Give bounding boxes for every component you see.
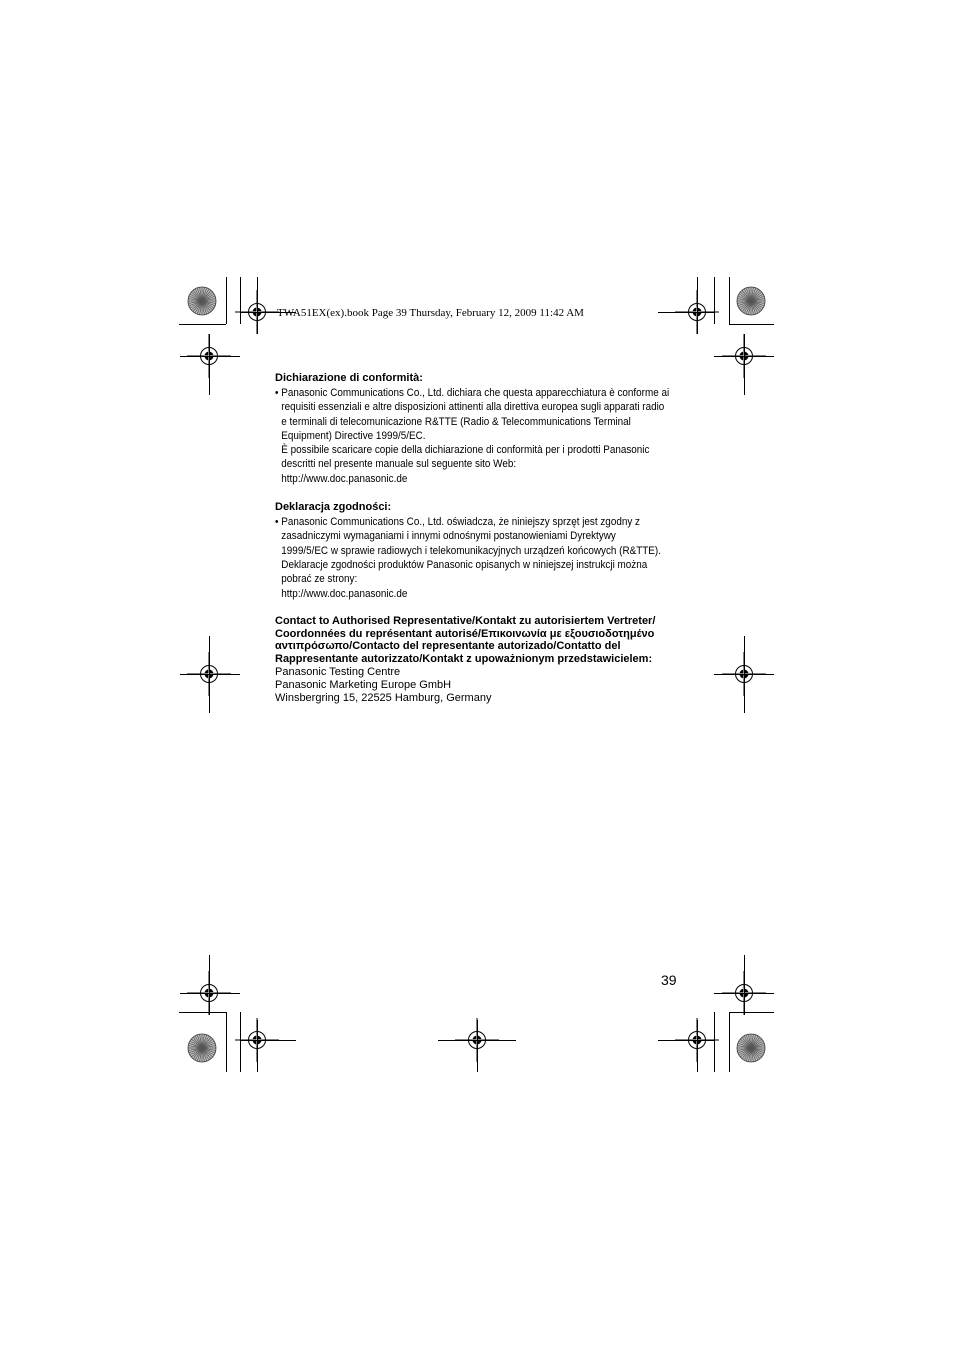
crop-line (209, 334, 210, 395)
starburst-icon (736, 1033, 766, 1063)
contact-heading-line: Coordonnées du représentant autorisé/Επικοινωνία με εξουσιοδοτημένο (275, 627, 655, 640)
crop-line (729, 324, 774, 325)
crop-line (180, 356, 240, 357)
italian-line: e terminali di telecomunicazione R&TTE (Radio & Telecommunications Terminal (281, 415, 631, 428)
contact-heading (275, 615, 685, 666)
crop-line (257, 277, 258, 334)
starburst-icon (187, 1033, 217, 1063)
italian-line: È possibile scaricare copie della dichiarazione di conformità per i prodotti Panasonic (281, 444, 650, 457)
crop-line (729, 1012, 730, 1072)
crop-line (729, 277, 730, 324)
crop-line (209, 955, 210, 1015)
crop-line (658, 1040, 714, 1041)
crop-line (744, 955, 745, 1015)
italian-heading: Dichiarazione di conformità: (275, 372, 423, 384)
crop-line (240, 1040, 296, 1041)
crop-line (729, 1012, 774, 1013)
crop-line (697, 277, 698, 334)
page-number: 39 (661, 972, 677, 988)
polish-line: • Panasonic Communications Co., Ltd. oświadcza, że niniejszy sprzęt jest zgodny z (275, 516, 640, 529)
crop-line (179, 1012, 226, 1013)
contact-address (275, 666, 685, 704)
crop-line (180, 993, 240, 994)
italian-line: requisiti essenziali e altre disposizioni attinenti alla direttiva europea sugli apparati radio (281, 401, 665, 414)
contact-heading-line: Rappresentante autorizzato/Kontakt z upoważnionym przedstawicielem: (275, 653, 653, 666)
polish-url: http://www.doc.panasonic.de (281, 587, 408, 600)
crop-line (257, 1020, 258, 1072)
crop-line (179, 324, 226, 325)
address-line: Panasonic Marketing Europe GmbH (275, 678, 452, 691)
polish-text (275, 515, 680, 601)
polish-declaration (275, 500, 685, 601)
address-line: Panasonic Testing Centre (275, 666, 401, 679)
polish-line: zasadniczymi wymaganiami i innymi odnośnymi postanowieniami Dyrektywy (281, 530, 616, 543)
italian-line: • Panasonic Communications Co., Ltd. dichiara che questa apparecchiatura è conforme ai (275, 387, 670, 399)
crop-line (744, 334, 745, 395)
contact-section (275, 615, 685, 705)
crop-line (226, 1012, 227, 1072)
italian-text (275, 386, 680, 486)
crop-line (714, 674, 774, 675)
address-line: Winsbergring 15, 22525 Hamburg, Germany (275, 691, 492, 704)
crop-line (697, 1020, 698, 1072)
italian-url: http://www.doc.panasonic.de (281, 472, 408, 485)
document-body (275, 371, 685, 716)
italian-declaration (275, 371, 685, 486)
crop-line (714, 993, 774, 994)
starburst-icon (187, 286, 217, 316)
polish-line: pobrać ze strony: (281, 573, 358, 586)
crop-line (226, 277, 227, 324)
file-info-header: TWA51EX(ex).book Page 39 Thursday, February 12, 2009 11:42 AM (277, 307, 584, 319)
polish-line: Deklaracje zgodności produktów Panasonic opisanych w niniejszej instrukcji można (281, 558, 648, 571)
crop-line (180, 674, 240, 675)
contact-heading-line: Contact to Authorised Representative/Kontakt zu autorisiertem Vertreter/ (275, 614, 656, 627)
crop-line (477, 1020, 478, 1072)
crop-line (658, 312, 714, 313)
italian-line: Equipment) Directive 1999/5/EC. (281, 429, 426, 442)
contact-heading-line: αντιπρόσωπο/Contacto del representante autorizado/Contatto del (275, 640, 621, 653)
polish-line: 1999/5/EC w sprawie radiowych i telekomunikacyjnych urządzeń końcowych (R&TTE). (281, 544, 661, 557)
starburst-icon (736, 286, 766, 316)
polish-heading: Deklaracja zgodności: (275, 501, 392, 514)
crop-line (438, 1040, 516, 1041)
crop-line (714, 356, 774, 357)
italian-line: descritti nel presente manuale sul seguente sito Web: (281, 458, 517, 471)
